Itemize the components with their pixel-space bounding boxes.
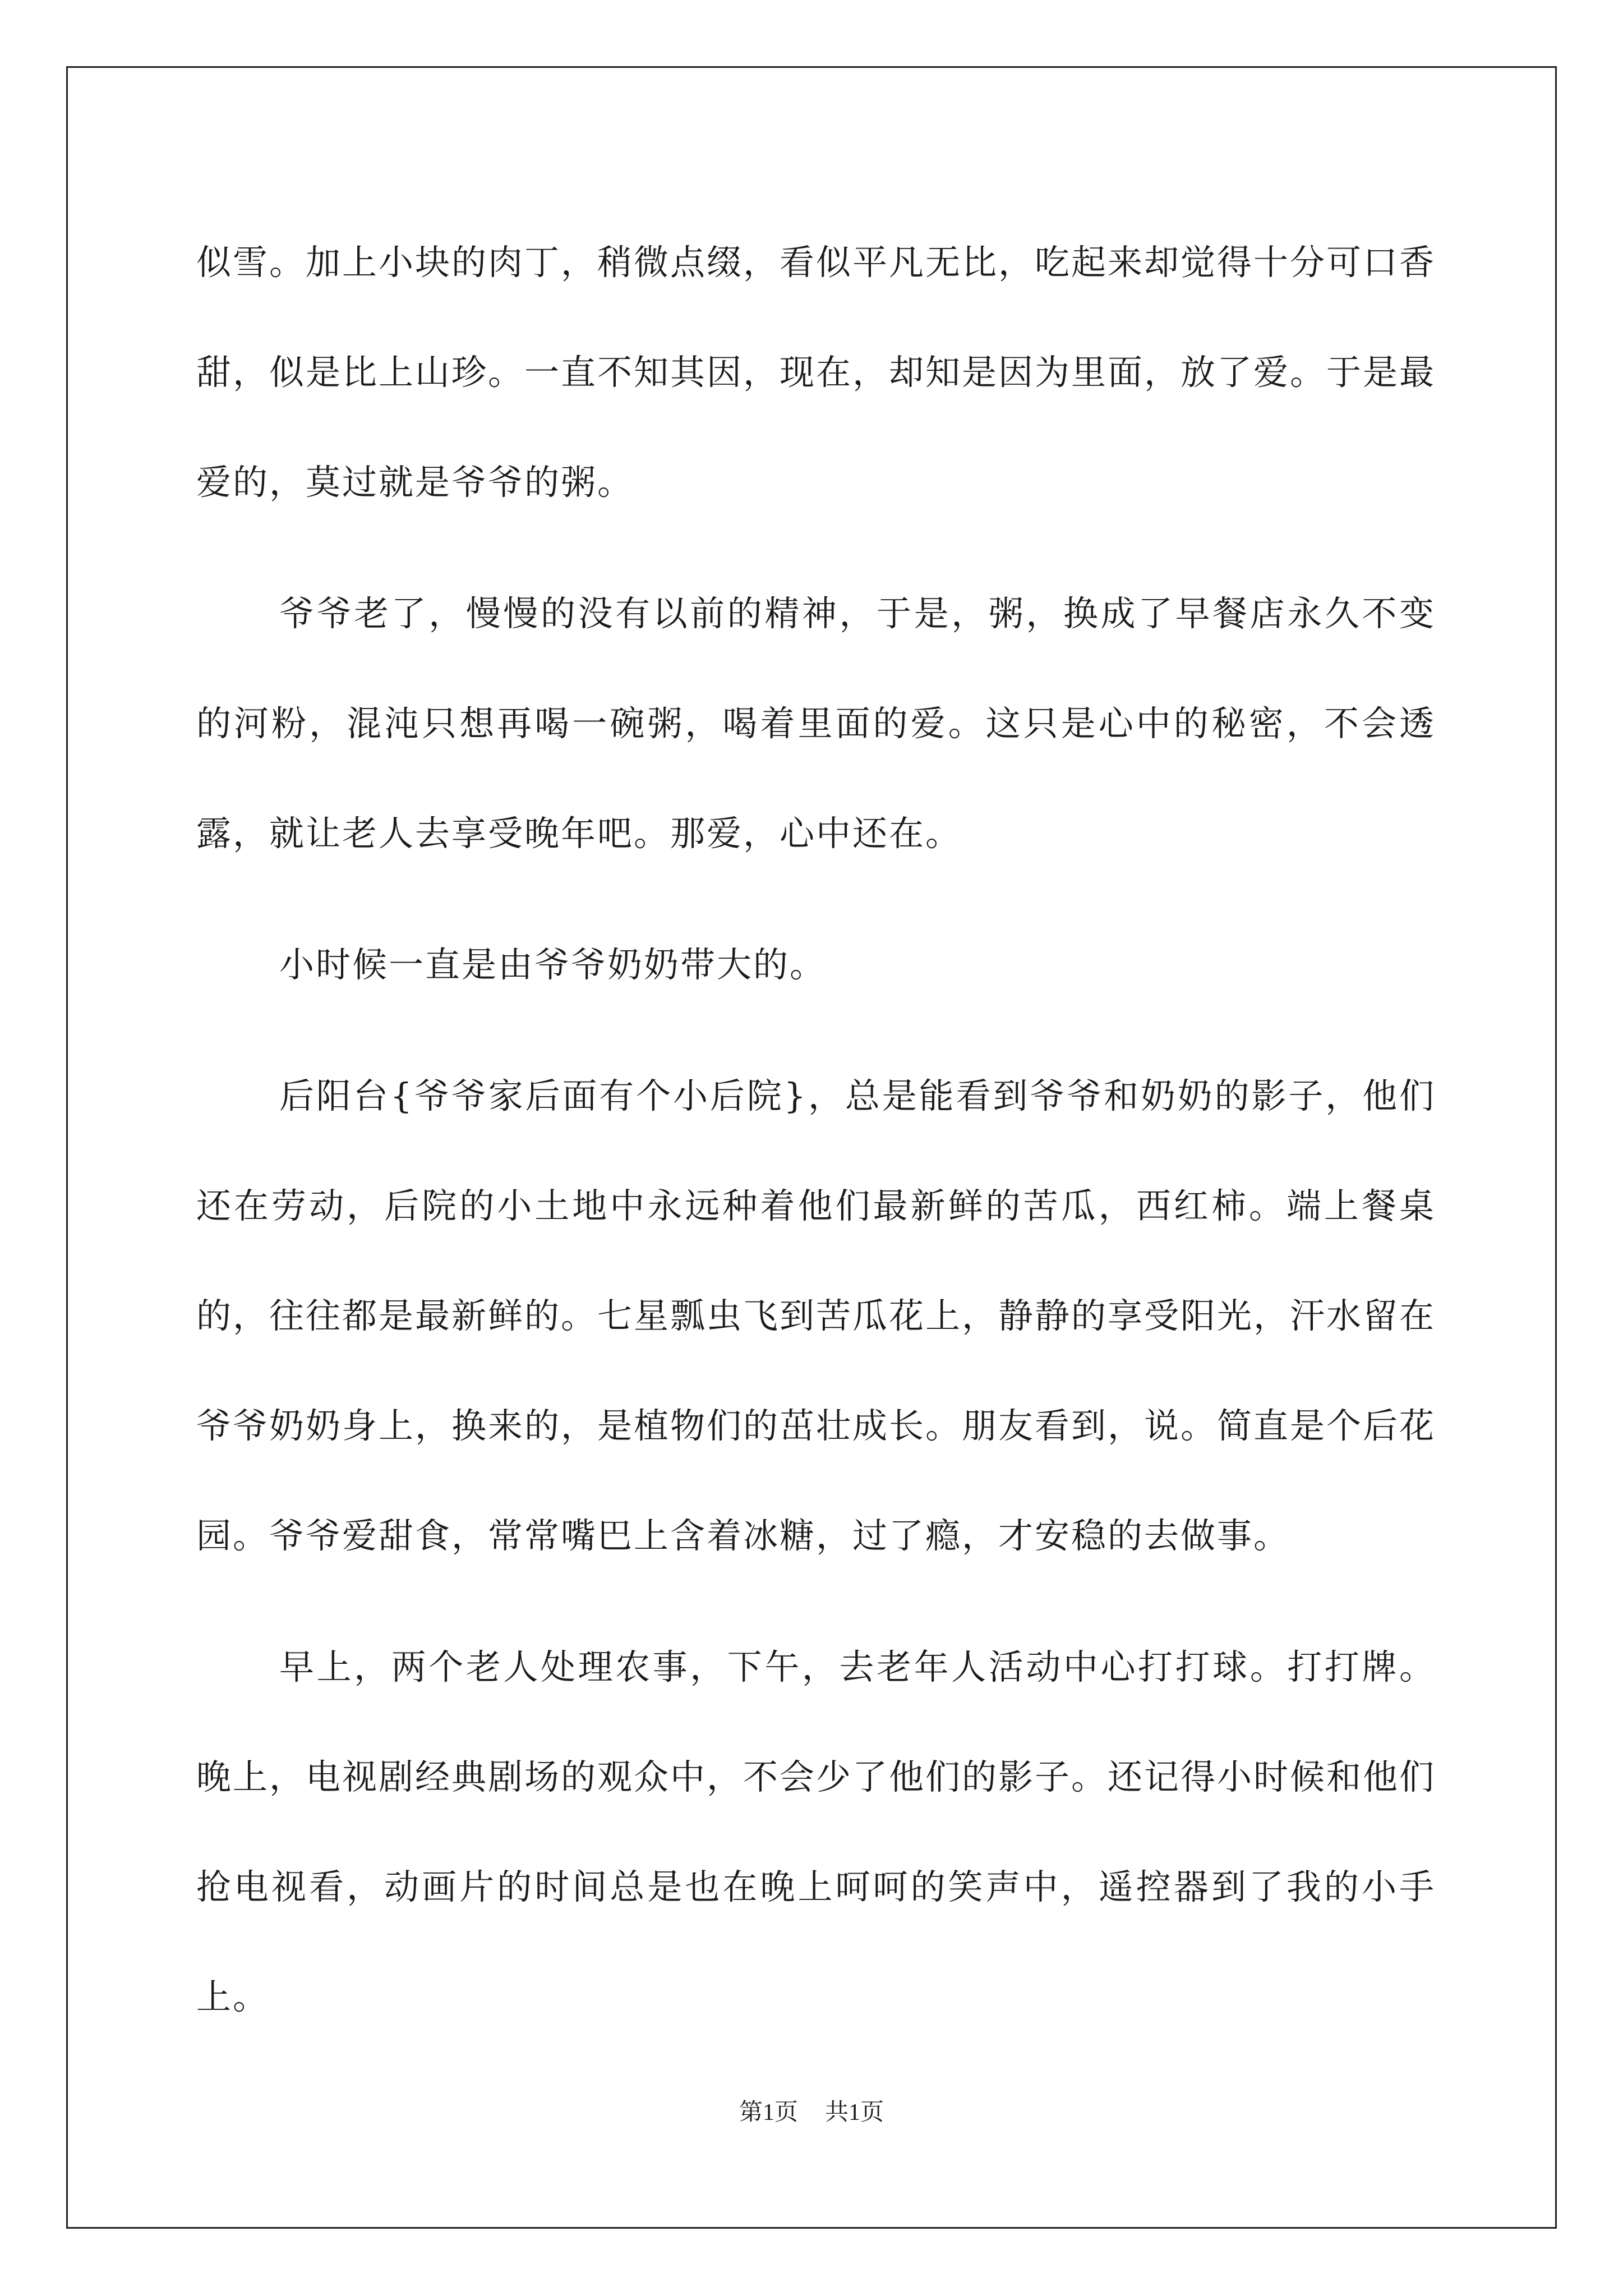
page-total: 共1页	[825, 2100, 884, 2125]
page-footer	[0, 2093, 1623, 2127]
paragraph: 爷爷老了，慢慢的没有以前的精神，于是，粥，换成了早餐店永久不变的河粉，混沌只想再喝一碗粥，喝着里面的爱。这只是心中的秘密，不会透露，就让老人去享受晚年吧。那爱，心中还在。	[196, 593, 1436, 854]
page-number: 第1页	[739, 2100, 798, 2125]
paragraph: 小时候一直是由爷爷奶奶带大的。	[279, 944, 827, 985]
document-body	[196, 208, 1436, 2073]
paragraph: 后阳台{爷爷家后面有个小后院}，总是能看到爷爷和奶奶的影子，他们还在劳动，后院的小土地中永远种着他们最新鲜的苦瓜，西红柿。端上餐桌的，往往都是最新鲜的。七星瓢虫飞到苦瓜花上，静静的享受阳光，汗水留在爷爷奶奶身上，换来的，是植物们的茁壮成长。朋友看到，说。简直是个后花园。爷爷爱甜食，常常嘴巴上含着冰糖，过了瘾，才安稳的去做事。	[196, 1075, 1436, 1556]
paragraph-continuation: 似雪。加上小块的肉丁，稍微点缀，看似平凡无比，吃起来却觉得十分可口香甜，似是比上山珍。一直不知其因，现在，却知是因为里面，放了爱。于是最爱的，莫过就是爷爷的粥。	[196, 242, 1436, 503]
paragraph: 早上，两个老人处理农事，下午，去老年人活动中心打打球。打打牌。晚上，电视剧经典剧场的观众中，不会少了他们的影子。还记得小时候和他们抢电视看，动画片的时间总是也在晚上呵呵的笑声中，遥控器到了我的小手上。	[196, 1646, 1436, 2017]
